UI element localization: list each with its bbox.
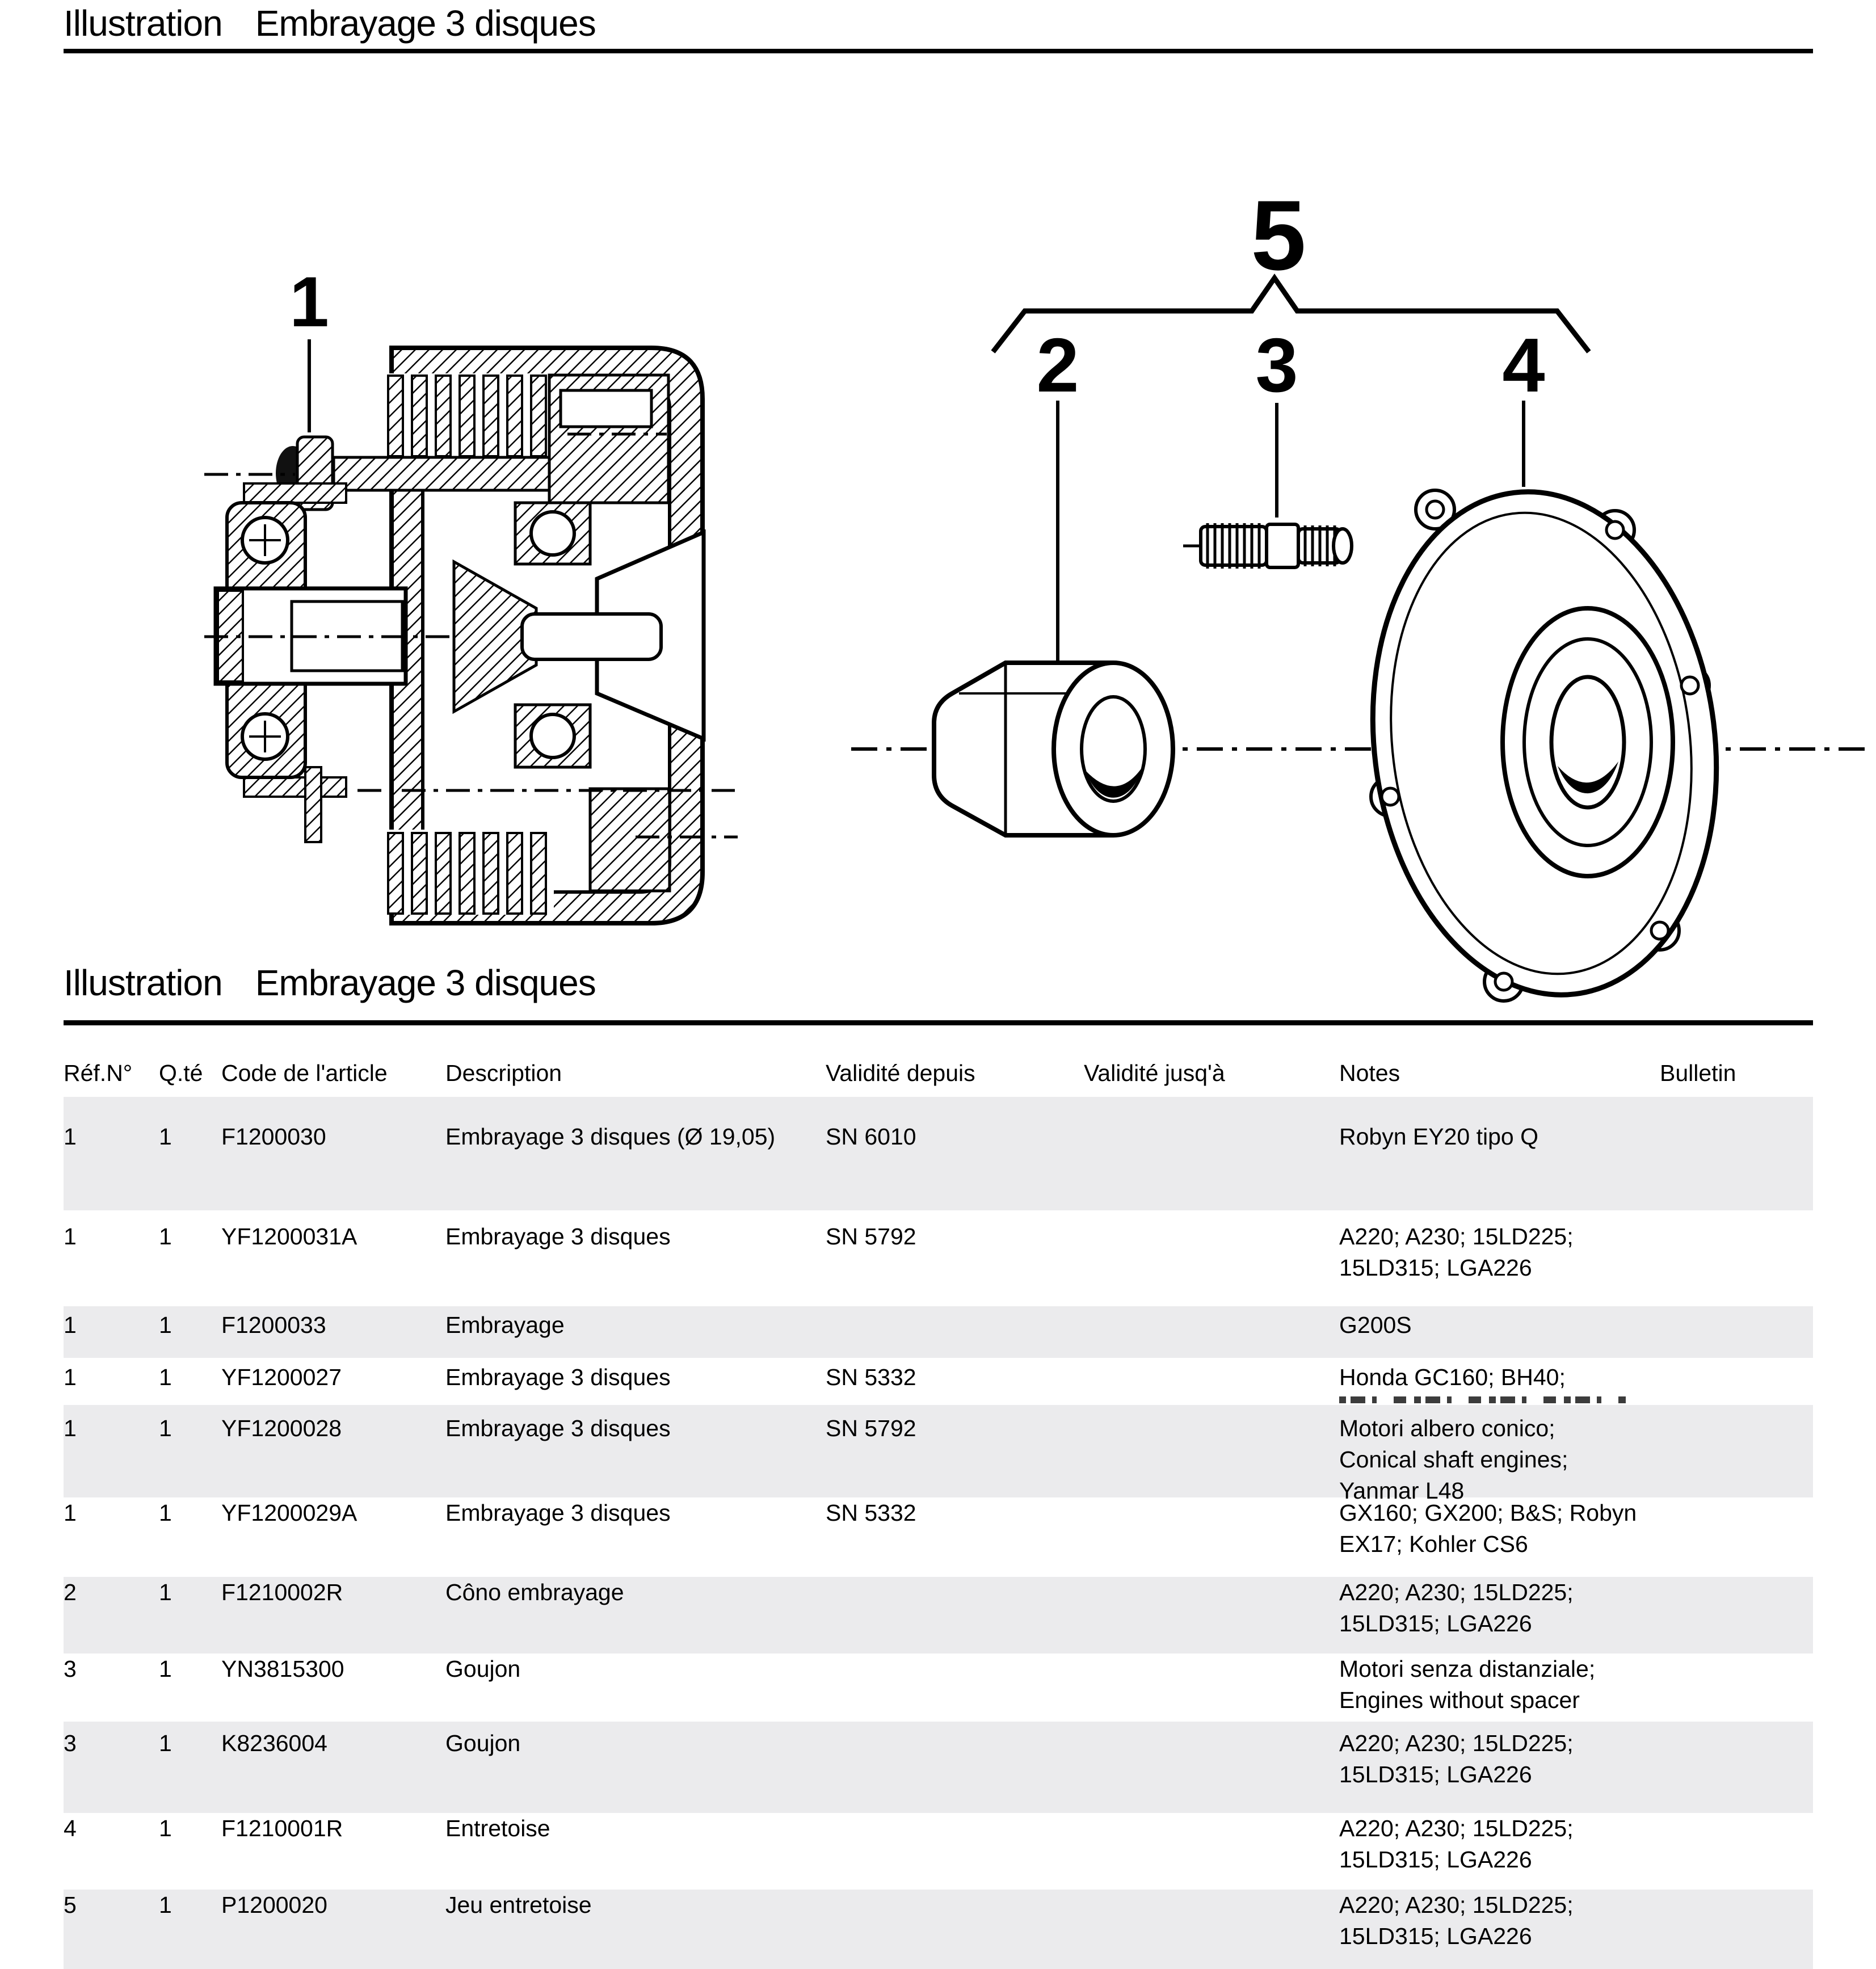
callout-3: 3: [1255, 322, 1298, 408]
table-row: [64, 1890, 1813, 1969]
row-notes: [1339, 1413, 1660, 1507]
row-notes: [1339, 1497, 1660, 1560]
row-description: Embrayage: [445, 1312, 565, 1338]
row-qty: 1: [159, 1579, 172, 1605]
row-notes: [1339, 1654, 1660, 1716]
note-line: 15LD315; LGA226: [1339, 1923, 1532, 1949]
bearing-ball: [531, 714, 574, 758]
row-ref: 2: [64, 1579, 77, 1605]
row-code: YN3815300: [221, 1656, 344, 1682]
row-notes: [1339, 1728, 1660, 1790]
row-ref: 4: [64, 1815, 77, 1841]
header-description: Description: [445, 1060, 562, 1086]
header-notes: Notes: [1339, 1060, 1400, 1086]
row-qty: 1: [159, 1364, 172, 1390]
row-code: F1200030: [221, 1124, 326, 1150]
row-ref: 1: [64, 1223, 77, 1249]
row-notes: [1339, 1890, 1660, 1952]
row-valid-from: SN 6010: [826, 1124, 916, 1150]
row-code: P1200020: [221, 1892, 327, 1918]
section-title-value: Embrayage 3 disques: [255, 962, 596, 1003]
note-line: Engines without spacer: [1339, 1687, 1580, 1713]
note-line: Honda GC160; BH40;: [1339, 1364, 1566, 1390]
row-code: YF1200031A: [221, 1223, 357, 1249]
row-qty: 1: [159, 1656, 172, 1682]
note-line: Motori albero conico;: [1339, 1415, 1555, 1441]
row-notes: [1339, 1121, 1660, 1152]
header-valid-from: Validité depuis: [826, 1060, 975, 1086]
note-line: A220; A230; 15LD225;: [1339, 1815, 1574, 1841]
row-code: YF1200027: [221, 1364, 342, 1390]
row-code: F1210001R: [221, 1815, 343, 1841]
row-qty: 1: [159, 1223, 172, 1249]
row-description: Côno embrayage: [445, 1579, 624, 1605]
note-line: Conical shaft engines;: [1339, 1446, 1568, 1472]
callout-4: 4: [1502, 322, 1545, 408]
row-code: YF1200029A: [221, 1500, 357, 1526]
callout-1: 1: [289, 263, 329, 342]
row-code: F1210002R: [221, 1579, 343, 1605]
note-line: Motori senza distanziale;: [1339, 1656, 1596, 1682]
section-title: [64, 962, 596, 1004]
row-ref: 5: [64, 1892, 77, 1918]
table-row: [64, 1654, 1813, 1722]
header-bulletin: Bulletin: [1660, 1060, 1736, 1086]
page-title-value: Embrayage 3 disques: [255, 3, 596, 44]
note-line: 15LD315; LGA226: [1339, 1610, 1532, 1636]
row-qty: 1: [159, 1500, 172, 1526]
table-row: [64, 1722, 1813, 1813]
table-row: [64, 1813, 1813, 1890]
row-description: Jeu entretoise: [445, 1892, 592, 1918]
table-body: [64, 1097, 1813, 1969]
note-line: Robyn EY20 tipo Q: [1339, 1124, 1538, 1150]
callout-5: 5: [1251, 180, 1306, 291]
note-line: EX17; Kohler CS6: [1339, 1531, 1528, 1557]
row-code: K8236004: [221, 1730, 327, 1756]
note-line: 15LD315; LGA226: [1339, 1846, 1532, 1873]
note-line: A220; A230; 15LD225;: [1339, 1223, 1574, 1249]
clutch-cross-section: [204, 339, 738, 923]
lower-pin: [305, 767, 321, 842]
header-ref: Réf.N°: [64, 1060, 133, 1086]
table-header: [64, 1060, 1813, 1087]
table-row: [64, 1306, 1813, 1358]
page-title-label: Illustration: [64, 3, 222, 44]
row-valid-from: SN 5792: [826, 1223, 916, 1249]
row-ref: 3: [64, 1730, 77, 1756]
row-qty: 1: [159, 1815, 172, 1841]
cone-part: [934, 663, 1173, 835]
note-line: GX160; GX200; B&S; Robyn: [1339, 1500, 1637, 1526]
table-row: [64, 1577, 1813, 1654]
row-description: Goujon: [445, 1730, 521, 1756]
row-valid-from: SN 5792: [826, 1415, 916, 1441]
section-title-label: Illustration: [64, 962, 222, 1003]
row-ref: 1: [64, 1415, 77, 1441]
header-valid-to: Validité jusq'à: [1084, 1060, 1225, 1086]
table-row: [64, 1358, 1813, 1405]
row-qty: 1: [159, 1124, 172, 1150]
row-ref: 1: [64, 1500, 77, 1526]
row-qty: 1: [159, 1312, 172, 1338]
note-line: A220; A230; 15LD225;: [1339, 1579, 1574, 1605]
row-notes: [1339, 1577, 1660, 1639]
note-line: Yanmar L48: [1339, 1478, 1465, 1504]
table-row: [64, 1097, 1813, 1210]
row-description: Entretoise: [445, 1815, 550, 1841]
row-notes: [1339, 1310, 1660, 1341]
output-shaft-stub: [522, 614, 661, 659]
table-row: [64, 1210, 1813, 1306]
note-line: 15LD315; LGA226: [1339, 1761, 1532, 1787]
disc-stack-bottom: [388, 833, 546, 914]
header-code: Code de l'article: [221, 1060, 388, 1086]
row-qty: 1: [159, 1892, 172, 1918]
header-qty: Q.té: [159, 1060, 203, 1086]
row-description: Embrayage 3 disques: [445, 1415, 671, 1441]
cover-part: [1345, 472, 1744, 1015]
row-ref: 1: [64, 1124, 77, 1150]
disc-stack-top: [388, 376, 546, 456]
row-description: Goujon: [445, 1656, 521, 1682]
row-code: YF1200028: [221, 1415, 342, 1441]
row-notes: [1339, 1362, 1660, 1393]
row-ref: 1: [64, 1312, 77, 1338]
row-notes: [1339, 1221, 1660, 1284]
note-line: A220; A230; 15LD225;: [1339, 1730, 1574, 1756]
row-qty: 1: [159, 1415, 172, 1441]
table-row: [64, 1405, 1813, 1504]
row-description: Embrayage 3 disques: [445, 1364, 671, 1390]
row-valid-from: SN 5332: [826, 1364, 916, 1390]
note-line: 15LD315; LGA226: [1339, 1255, 1532, 1281]
stud-part: [1183, 523, 1352, 569]
row-qty: 1: [159, 1730, 172, 1756]
row-ref: 1: [64, 1364, 77, 1390]
table-row: [64, 1497, 1813, 1577]
bearing-ball: [531, 512, 574, 555]
section-rule: [64, 1020, 1813, 1025]
row-description: Embrayage 3 disques (Ø 19,05): [445, 1124, 776, 1150]
row-notes: [1339, 1813, 1660, 1875]
note-line: A220; A230; 15LD225;: [1339, 1892, 1574, 1918]
callout-2: 2: [1036, 322, 1079, 408]
row-code: F1200033: [221, 1312, 326, 1338]
row-description: Embrayage 3 disques: [445, 1500, 671, 1526]
note-line: G200S: [1339, 1312, 1412, 1338]
clipped-note-artifact: [1339, 1396, 1626, 1403]
row-description: Embrayage 3 disques: [445, 1223, 671, 1249]
row-valid-from: SN 5332: [826, 1500, 916, 1526]
row-ref: 3: [64, 1656, 77, 1682]
